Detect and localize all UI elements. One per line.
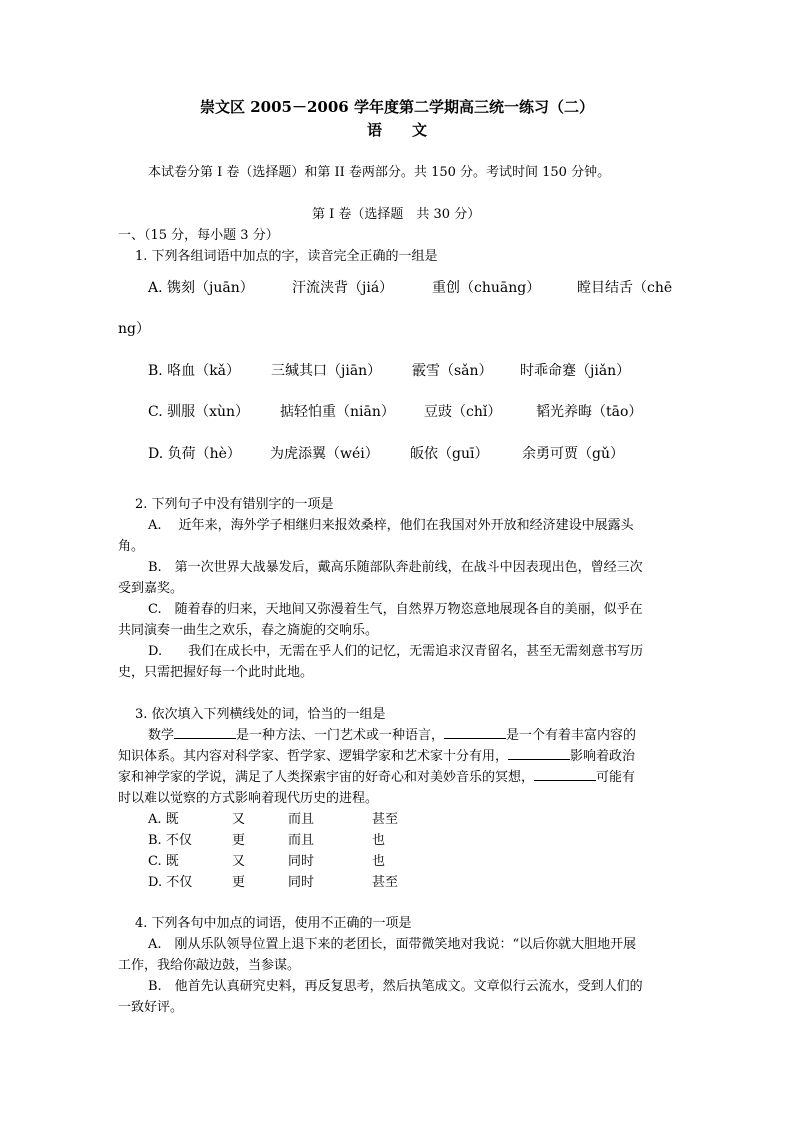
q1-c-item: 豆豉（chǐ） bbox=[424, 404, 502, 420]
q3-text: 数学 bbox=[148, 728, 175, 743]
q2-option-b: B. 第一次世界大战暴发后，戴高乐随部队奔赴前线，在战斗中因表现出色，曾经三次 bbox=[148, 560, 643, 575]
q3-option-cell: 甚至 bbox=[372, 812, 399, 827]
q1-d-item: D. 负荷（hè） bbox=[148, 446, 241, 462]
q3-blank-3 bbox=[508, 745, 570, 760]
q3-option-cell: 又 bbox=[232, 854, 246, 869]
q1-b-item: 霰雪（sǎn） bbox=[412, 363, 493, 379]
q3-blank-4 bbox=[534, 766, 596, 781]
q1-d-item: 余勇可贾（gǔ） bbox=[522, 446, 624, 462]
q1-b-item: 时乖命蹇（jiǎn） bbox=[520, 363, 631, 379]
q3-passage-line bbox=[118, 745, 635, 764]
q3-passage-line bbox=[148, 724, 636, 743]
q2-option-c: C. 随着春的归来，天地间又弥漫着生气，自然界万物恣意地展现各自的美丽，似乎在 bbox=[148, 602, 643, 617]
q1-d-item: 皈依（guī） bbox=[410, 446, 489, 462]
q3-text: 家和神学家的学说，满足了人类探索宇宙的好奇心和对美妙音乐的冥想， bbox=[118, 770, 535, 785]
q1-a-item: 重创（chuāng） bbox=[432, 280, 541, 296]
q4-stem: 4. 下列各句中加点的词语，使用不正确的一项是 bbox=[135, 916, 412, 931]
q3-text: 是一个有着丰富内容的 bbox=[506, 728, 637, 743]
q2-stem: 2. 下列句子中没有错别字的一项是 bbox=[135, 497, 334, 512]
q4-option-a-cont: 工作，我给你敲边鼓，当参谋。 bbox=[118, 958, 301, 973]
q3-stem: 3. 依次填入下列横线处的词，恰当的一组是 bbox=[135, 707, 386, 722]
q1-c-item: C. 驯服（xùn） bbox=[148, 404, 250, 420]
q3-option-cell: A. 既 bbox=[148, 812, 179, 827]
q3-passage-line: 时以难以觉察的方式影响着现代历史的进程。 bbox=[118, 791, 379, 806]
q4-option-a: A. 刚从乐队领导位置上退下来的老团长，面带微笑地对我说：“以后你就大胆地开展 bbox=[148, 937, 637, 952]
q2-option-b-cont: 受到嘉奖。 bbox=[118, 581, 184, 596]
q1-a-continued: ng） bbox=[118, 321, 150, 337]
q1-a-item: A. 镌刻（juān） bbox=[148, 280, 254, 296]
q3-option-cell: 而且 bbox=[288, 812, 315, 827]
q3-text: 可能有 bbox=[596, 770, 636, 785]
q1-c-item: 掂轻怕重（niān） bbox=[280, 404, 395, 420]
q3-option-cell: D. 不仅 bbox=[148, 875, 193, 890]
q3-passage-line bbox=[118, 766, 635, 785]
q2-option-d: D. 我们在成长中，无需在乎人们的记忆，无需追求汉青留名，甚至无需刻意书写历 bbox=[148, 644, 644, 659]
q4-option-b: B. 他首先认真研究史料，再反复思考，然后执笔成文。文章似行云流水，受到人们的 bbox=[148, 979, 643, 994]
q3-blank-2 bbox=[444, 724, 506, 739]
q1-stem: 1. 下列各组词语中加点的字，读音完全正确的一组是 bbox=[135, 249, 438, 264]
q1-d-item: 为虎添翼（wéi） bbox=[270, 446, 379, 462]
exam-title: 崇文区 2005－2006 学年度第二学期高三统一练习（二） bbox=[200, 98, 594, 116]
q3-option-cell: 也 bbox=[372, 854, 386, 869]
q3-option-cell: 更 bbox=[232, 833, 246, 848]
q3-option-cell: B. 不仅 bbox=[148, 833, 192, 848]
q2-option-a: A. 近年来，海外学子相继归来报效桑梓，他们在我国对外开放和经济建设中展露头 bbox=[148, 518, 634, 533]
q4-option-b-cont: 一致好评。 bbox=[118, 1000, 184, 1015]
q1-c-item: 韬光养晦（tāo） bbox=[536, 404, 643, 420]
q3-text: 影响着政治 bbox=[570, 749, 636, 764]
q3-option-cell: 而且 bbox=[288, 833, 315, 848]
q3-text: 知识体系。其内容对科学家、哲学家、逻辑学家和艺术家十分有用， bbox=[118, 749, 509, 764]
q1-a-item: 汗流浃背（jiá） bbox=[292, 280, 394, 296]
section-title: 一、（15 分，每小题 3 分） bbox=[118, 228, 279, 243]
q3-blank-1 bbox=[174, 724, 236, 739]
subject-title: 语 文 bbox=[366, 121, 427, 139]
q1-b-item: 三缄其口（jiān） bbox=[271, 363, 382, 379]
q2-option-c-cont: 共同演奏一曲生之欢乐，春之旖旎的交响乐。 bbox=[118, 623, 379, 638]
q3-option-cell: 同时 bbox=[288, 875, 315, 890]
part-title: 第 I 卷（选择题 共 30 分） bbox=[312, 207, 481, 222]
q3-option-cell: 甚至 bbox=[372, 875, 399, 890]
q1-a-item: 瞠目结舌（chē bbox=[577, 280, 673, 296]
q3-option-cell: 又 bbox=[232, 812, 246, 827]
q3-option-cell: 也 bbox=[372, 833, 386, 848]
q3-option-cell: 同时 bbox=[288, 854, 315, 869]
q1-b-item: B. 咯血（kǎ） bbox=[148, 363, 241, 379]
q2-option-a-cont: 角。 bbox=[118, 539, 145, 554]
q3-option-cell: 更 bbox=[232, 875, 246, 890]
q3-text: 是一种方法、一门艺术或一种语言， bbox=[236, 728, 445, 743]
exam-intro: 本试卷分第 I 卷（选择题）和第 II 卷两部分。共 150 分。考试时间 150 分钟。 bbox=[148, 165, 611, 180]
q3-option-cell: C. 既 bbox=[148, 854, 179, 869]
q2-option-d-cont: 史，只需把握好每一个此时此地。 bbox=[118, 665, 314, 680]
